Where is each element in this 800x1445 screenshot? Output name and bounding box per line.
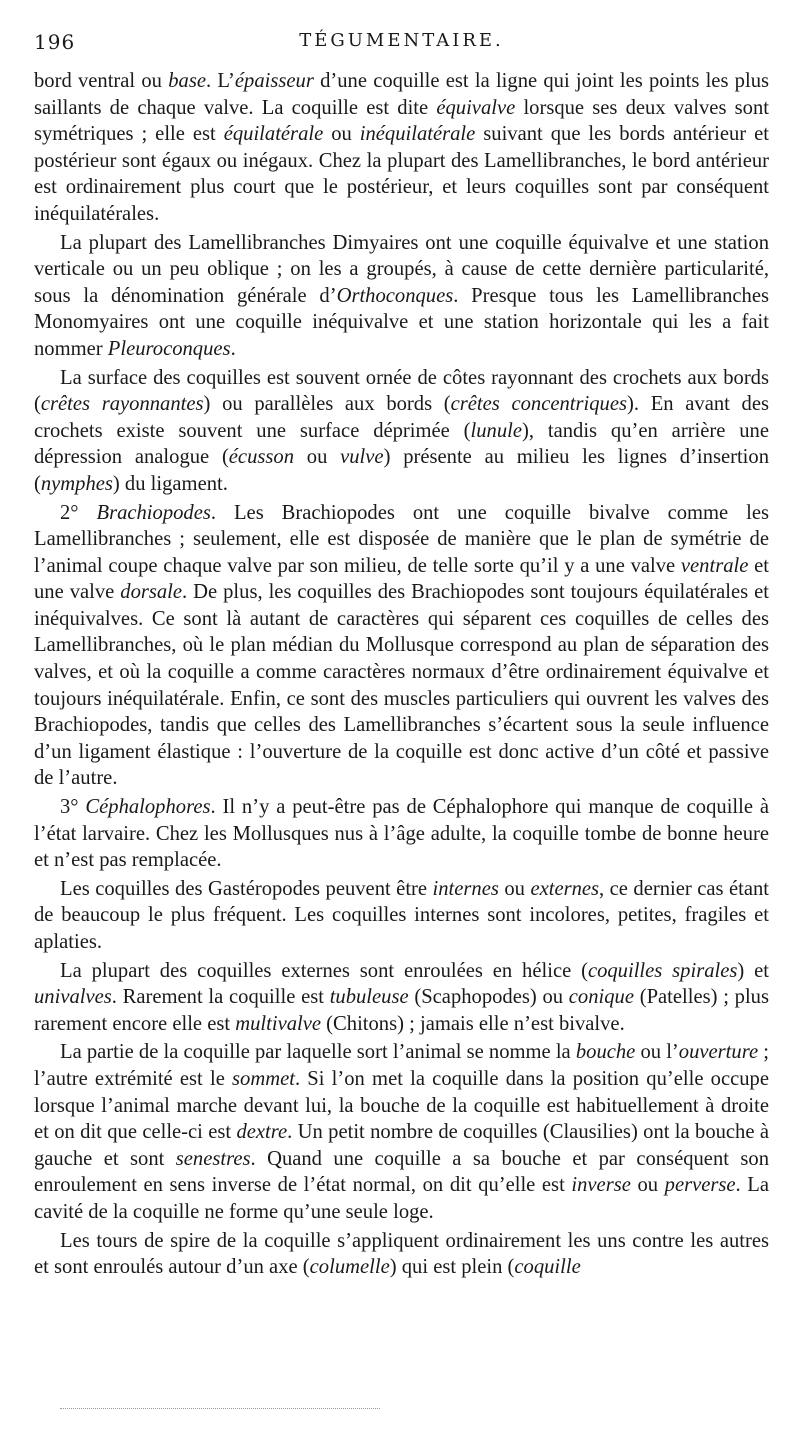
paragraph: bord ventral ou base. L’épaisseur d’une coquille est la ligne qui joint les points les plus saillants de chaque valve. La coquille est dite équivalve lorsque ses deux valves sont symétriques ; elle est équilatérale ou inéquilatérale suivant que les bords antérieur et postérieur sont égaux ou inégaux. Chez la plupart des Lamellibranches, le bord antérieur est ordinairement plus court que le postérieur, et leurs coquilles sont par conséquent inéquilatérales. (34, 70, 770, 225)
paragraph: 2° Brachiopodes. Les Brachiopodes ont une coquille bivalve comme les Lamellibranches ; seulement, elle est disposée de manière que le plan de symétrie de l’animal coupe chaque valve par son milieu, de telle sorte qu’il y a une valve ventrale et une valve dorsale. De plus, les coquilles des Brachiopodes sont toujours équilatérales et inéquivalves. Ce sont là autant de caractères qui séparent ces coquilles de celles des Lamellibranches, où le plan médian du Mollusque correspond au plan de séparation des valves, et où la coquille a comme caractères normaux d’être ordinairement équivalve et toujours inéquilatérale. Enfin, ce sont des muscles particuliers qui ouvrent les valves des Brachiopodes, tandis que celles des Lamellibranches s’écartent sous la seule influence d’un ligament élastique : l’ouverture de la coquille est donc active d’un côté et passive de l’autre. (34, 501, 769, 790)
page-number: 196 (34, 30, 76, 54)
running-title: TÉGUMENTAIRE. (299, 30, 504, 51)
paragraph: Les coquilles des Gastéropodes peuvent être internes ou externes, ce dernier cas étant de beaucoup le plus fréquent. Les coquilles internes sont incolores, petites, fragiles et aplaties. (34, 877, 770, 953)
paragraph: 3° Céphalophores. Il n’y a peut-être pas de Céphalophore qui manque de coquille à l’état larvaire. Chez les Mollusques nus à l’âge adulte, la coquille tombe de bonne heure et n’est pas remplacée. (34, 796, 769, 872)
paragraph: Les tours de spire de la coquille s’appliquent ordinairement les uns contre les autres et sont enroulés autour d’un axe (columelle) qui est plein (coquille (34, 1229, 769, 1279)
page-header (34, 30, 769, 58)
paragraph: La plupart des Lamellibranches Dimyaires ont une coquille équivalve et une station verticale ou un peu oblique ; on les a groupés, à cause de cette dernière particularité, sous la dénomination générale d’Orthoconques. Presque tous les Lamellibranches Monomyaires ont une coquille inéquivalve et une station horizontale qui les a fait nommer Pleuroconques. (34, 231, 769, 360)
page (34, 30, 769, 1281)
paragraph: La partie de la coquille par laquelle sort l’animal se nomme la bouche ou l’ouverture ; l’autre extrémité est le sommet. Si l’on met la coquille dans la position qu’elle occupe lorsque l’animal marche devant lui, la bouche de la coquille est habituellement à droite et on dit que celle-ci est dextre. Un petit nombre de coquilles (Clausilies) ont la bouche à gauche et sont senestres. Quand une coquille a sa bouche et par conséquent son enroulement en sens inverse de l’état normal, on dit qu’elle est inverse ou perverse. La cavité de la coquille ne forme qu’une seule loge. (34, 1041, 770, 1223)
paragraph: La surface des coquilles est souvent ornée de côtes rayonnant des crochets aux bords (crêtes rayonnantes) ou parallèles aux bords (crêtes concentriques). En avant des crochets existe souvent une surface déprimée (lunule), tandis qu’en arrière une dépression analogue (écusson ou vulve) présente au milieu les lignes d’insertion (nymphes) du ligament. (34, 366, 769, 495)
footer-rule (60, 1408, 380, 1409)
paragraph: La plupart des coquilles externes sont enroulées en hélice (coquilles spirales) et univalves. Rarement la coquille est tubuleuse (Scaphopodes) ou conique (Patelles) ; plus rarement encore elle est multivalve (Chitons) ; jamais elle n’est bivalve. (34, 959, 769, 1035)
body-text (34, 68, 769, 1281)
